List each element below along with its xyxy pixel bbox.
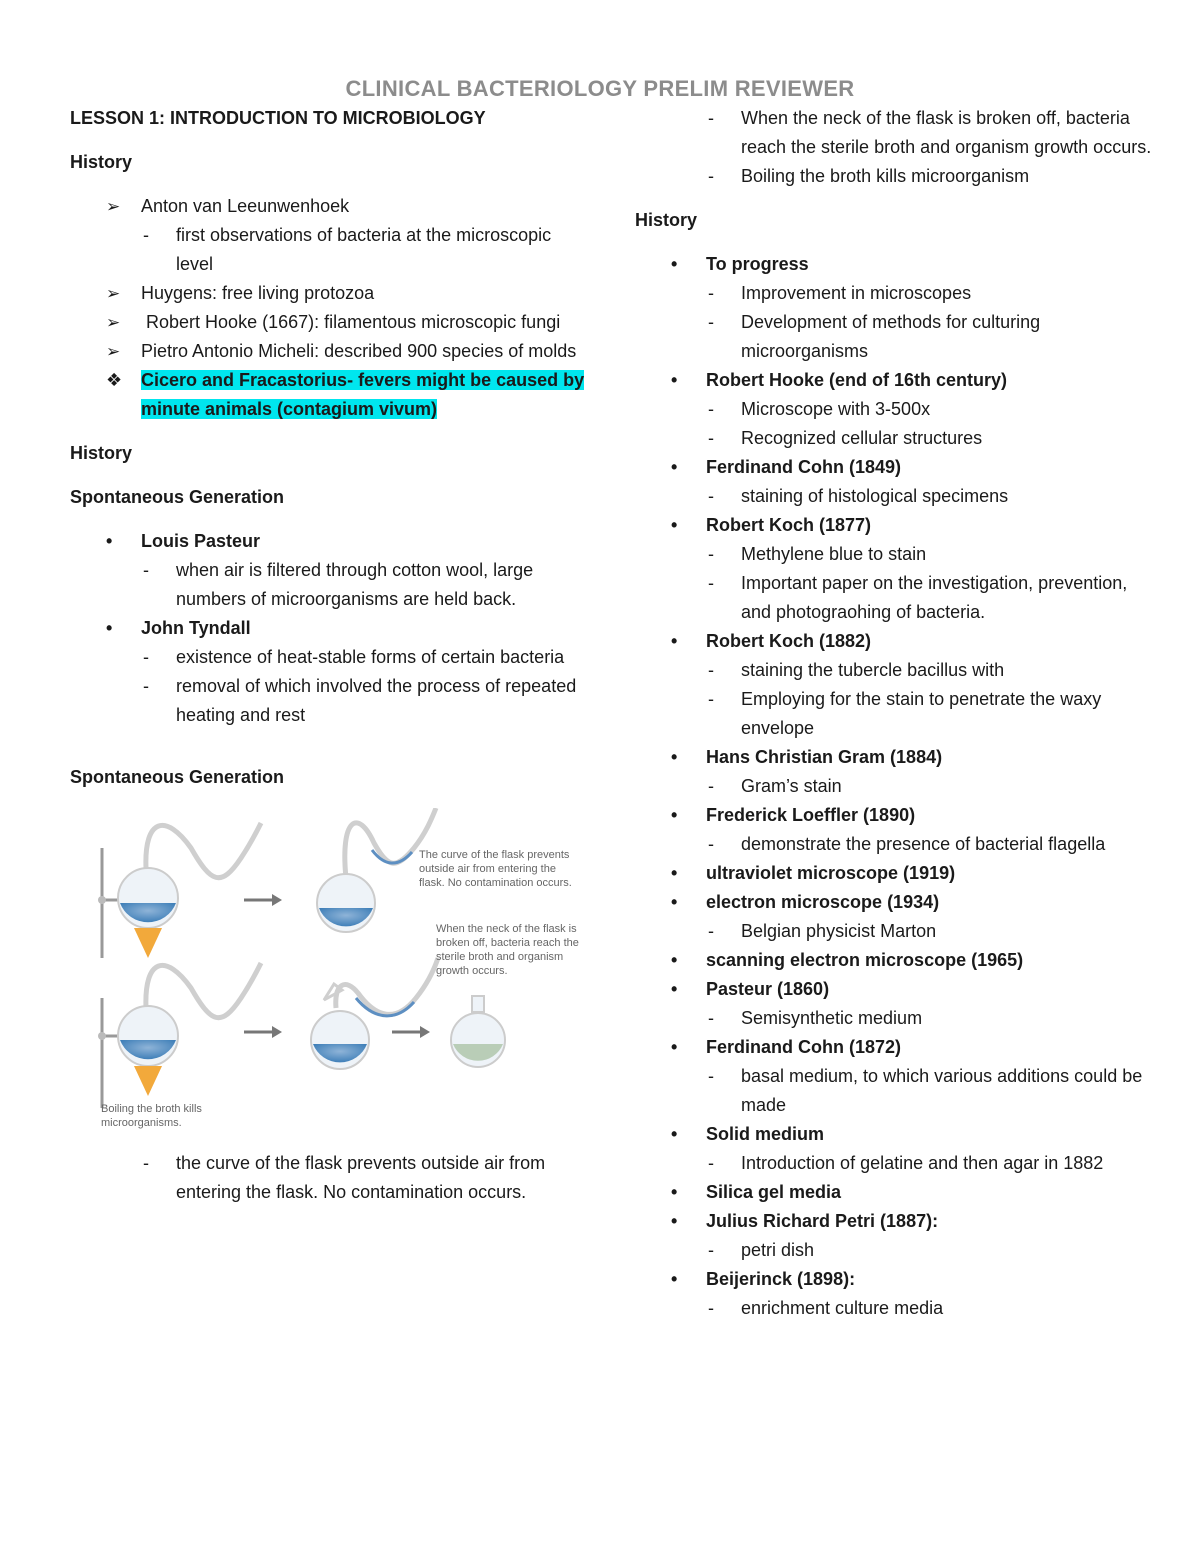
arrow-item xyxy=(70,192,590,221)
bullet-dot-icon: • xyxy=(671,1211,678,1231)
bullet-dot-icon: • xyxy=(106,618,113,638)
sub-item-text: demonstrate the presence of bacterial flagella xyxy=(741,834,1106,854)
bullet-dot-icon: • xyxy=(671,370,678,390)
bullet-item-text: Robert Koch (1882) xyxy=(706,631,872,651)
dash-bullet: - xyxy=(143,1153,149,1173)
sub-item-text: Microscope with 3-500x xyxy=(741,399,931,419)
sub-item xyxy=(635,279,1155,308)
figure-caption: When the neck of the flask is broken off, bacteria reach the sterile broth and organism growth occurs. xyxy=(436,923,579,977)
sub-item-text: Semisynthetic medium xyxy=(741,1008,923,1028)
sub-item-text: staining the tubercle bacillus with xyxy=(741,660,1005,680)
bullet-item xyxy=(635,859,1155,888)
history-heading: History xyxy=(635,210,698,230)
sub-item-text: Recognized cellular structures xyxy=(741,428,983,448)
bullet-dot-icon: • xyxy=(671,1182,678,1202)
sub-item-text: Methylene blue to stain xyxy=(741,544,927,564)
dash-bullet: - xyxy=(708,544,714,564)
sub-item xyxy=(635,772,1155,801)
dash-bullet: - xyxy=(708,1066,714,1086)
bullet-item xyxy=(635,1265,1155,1294)
sub-item-text: Development of methods for culturing microorganisms xyxy=(741,312,1041,361)
bullet-dot-icon: • xyxy=(671,631,678,651)
dash-bullet: - xyxy=(143,676,149,696)
sub-item xyxy=(635,917,1155,946)
dash-bullet: - xyxy=(708,834,714,854)
sub-item xyxy=(635,482,1155,511)
figure-caption: Boiling the broth kills microorganisms. xyxy=(101,1103,202,1129)
arrow-right-icon xyxy=(244,894,282,906)
bullet-item xyxy=(635,511,1155,540)
dash-bullet: - xyxy=(708,921,714,941)
bullet-item xyxy=(635,888,1155,917)
dash-bullet: - xyxy=(708,660,714,680)
bullet-item-text: Hans Christian Gram (1884) xyxy=(706,747,943,767)
bullet-dot-icon: • xyxy=(671,950,678,970)
diamond-bullet-icon: ❖ xyxy=(106,370,123,390)
figure-caption: The curve of the flask prevents outside air from entering the flask. No contamination occurs. xyxy=(419,849,572,889)
bullet-dot-icon: • xyxy=(671,515,678,535)
dash-bullet: - xyxy=(708,1298,714,1318)
sub-item xyxy=(70,672,590,730)
bullet-item xyxy=(70,614,590,643)
arrow-item-text: Anton van Leeunwenhoek xyxy=(141,196,350,216)
sub-item-text: first observations of bacteria at the microscopic level xyxy=(176,225,552,274)
sub-item xyxy=(635,830,1155,859)
sub-item xyxy=(635,1236,1155,1265)
bullet-item-text: Robert Hooke (end of 16th century) xyxy=(706,370,1008,390)
dash-bullet: - xyxy=(708,312,714,332)
swan-neck-flask-figure xyxy=(96,808,586,1143)
bullet-item-text: Ferdinand Cohn (1872) xyxy=(706,1037,902,1057)
bullet-item-text: Julius Richard Petri (1887): xyxy=(706,1211,939,1231)
dash-bullet: - xyxy=(708,108,714,128)
history-heading: History xyxy=(70,443,133,463)
bullet-item xyxy=(635,1207,1155,1236)
bullet-item-text: Pasteur (1860) xyxy=(706,979,830,999)
dash-bullet: - xyxy=(708,166,714,186)
sub-item-text: removal of which involved the process of repeated heating and rest xyxy=(176,676,577,725)
dash-bullet: - xyxy=(143,225,149,245)
bullet-item xyxy=(70,527,590,556)
sub-item xyxy=(635,395,1155,424)
sub-item xyxy=(635,424,1155,453)
sub-item xyxy=(635,656,1155,685)
sub-item-text: existence of heat-stable forms of certain bacteria xyxy=(176,647,565,667)
bullet-dot-icon: • xyxy=(671,892,678,912)
bullet-dot-icon: • xyxy=(671,1269,678,1289)
bullet-item xyxy=(635,743,1155,772)
bullet-item-text: electron microscope (1934) xyxy=(706,892,940,912)
bullet-item-text: Louis Pasteur xyxy=(141,531,261,551)
sub-item-text: when air is filtered through cotton wool, large numbers of microorganisms are held back. xyxy=(176,560,534,609)
bullet-dot-icon: • xyxy=(106,531,113,551)
history-timeline-list xyxy=(635,250,1155,1323)
highlighted-item xyxy=(70,366,590,424)
spontaneous-generation-heading: Spontaneous Generation xyxy=(70,487,285,507)
arrow-item xyxy=(70,308,590,337)
dash-bullet: - xyxy=(708,428,714,448)
arrow-item-text: Huygens: free living protozoa xyxy=(141,283,375,303)
bullet-item-text: To progress xyxy=(706,254,809,274)
bullet-item xyxy=(635,946,1155,975)
bullet-item xyxy=(635,627,1155,656)
bullet-item xyxy=(635,1033,1155,1062)
sub-item-text: enrichment culture media xyxy=(741,1298,944,1318)
sub-item xyxy=(70,221,590,279)
sub-item-text: Boiling the broth kills microorganism xyxy=(741,166,1030,186)
arrow-right-icon xyxy=(244,1026,282,1038)
sub-item xyxy=(70,556,590,614)
sub-item xyxy=(635,540,1155,569)
bullet-dot-icon: • xyxy=(671,254,678,274)
highlighted-text: Cicero and Fracastorius- fevers might be caused by minute animals (contagium vivum) xyxy=(141,370,585,419)
bullet-item-text: Robert Koch (1877) xyxy=(706,515,872,535)
dash-bullet: - xyxy=(143,560,149,580)
bullet-item xyxy=(635,250,1155,279)
sub-item-text: When the neck of the flask is broken off, bacteria reach the sterile broth and organism growth occurs. xyxy=(741,108,1152,157)
sub-item-text: basal medium, to which various additions could be made xyxy=(741,1066,1143,1115)
dash-bullet: - xyxy=(708,283,714,303)
sub-item xyxy=(635,685,1155,743)
dash-bullet: - xyxy=(708,689,714,709)
dash-bullet: - xyxy=(708,776,714,796)
bullet-dot-icon: • xyxy=(671,457,678,477)
right-column xyxy=(635,104,1155,1323)
bullet-item-text: ultraviolet microscope (1919) xyxy=(706,863,956,883)
broken-neck-flask xyxy=(311,958,438,1069)
sub-item xyxy=(70,643,590,672)
sub-item xyxy=(635,1294,1155,1323)
heated-flask-1 xyxy=(98,823,261,958)
arrow-item-text: Robert Hooke (1667): filamentous microscopic fungi xyxy=(141,312,561,332)
bullet-item-text: Beijerinck (1898): xyxy=(706,1269,856,1289)
sub-item-text: Belgian physicist Marton xyxy=(741,921,937,941)
bullet-item-text: Ferdinand Cohn (1849) xyxy=(706,457,902,477)
bullet-item-text: Silica gel media xyxy=(706,1182,842,1202)
dash-bullet: - xyxy=(708,1153,714,1173)
bullet-dot-icon: • xyxy=(671,747,678,767)
history-heading: History xyxy=(70,152,133,172)
arrowhead-bullet-icon: ➢ xyxy=(106,284,121,303)
bullet-dot-icon: • xyxy=(671,1124,678,1144)
sub-item xyxy=(635,162,1155,191)
arrow-right-icon xyxy=(392,1026,430,1038)
bullet-dot-icon: • xyxy=(671,1037,678,1057)
sub-item-text: petri dish xyxy=(741,1240,815,1260)
sub-item xyxy=(635,1149,1155,1178)
document-title: CLINICAL BACTERIOLOGY PRELIM REVIEWER xyxy=(345,76,855,101)
dash-bullet: - xyxy=(143,647,149,667)
spontaneous-generation-heading: Spontaneous Generation xyxy=(70,767,285,787)
heated-flask-2 xyxy=(98,963,261,1108)
sub-item-text: Important paper on the investigation, prevention, and photograohing of bacteria. xyxy=(741,573,1128,622)
bullet-item xyxy=(635,366,1155,395)
arrow-item xyxy=(70,279,590,308)
sub-item xyxy=(635,1004,1155,1033)
bullet-item xyxy=(635,801,1155,830)
bullet-item xyxy=(635,1178,1155,1207)
dash-bullet: - xyxy=(708,1240,714,1260)
arrow-item xyxy=(70,337,590,366)
bullet-dot-icon: • xyxy=(671,805,678,825)
sub-item xyxy=(635,1062,1155,1120)
sub-item xyxy=(70,1149,590,1207)
bullet-item-text: Frederick Loeffler (1890) xyxy=(706,805,916,825)
left-column xyxy=(70,104,590,1207)
arrowhead-bullet-icon: ➢ xyxy=(106,197,121,216)
bullet-item-text: John Tyndall xyxy=(141,618,251,638)
bullet-item xyxy=(635,975,1155,1004)
contaminated-flask xyxy=(451,996,505,1067)
sub-item-text: staining of histological specimens xyxy=(741,486,1009,506)
sub-item-text: Employing for the stain to penetrate the waxy envelope xyxy=(741,689,1102,738)
arrowhead-bullet-icon: ➢ xyxy=(106,342,121,361)
sub-item-text: Gram’s stain xyxy=(741,776,842,796)
sub-item xyxy=(635,308,1155,366)
arrow-item-text: Pietro Antonio Micheli: described 900 species of molds xyxy=(141,341,577,361)
sub-item xyxy=(635,569,1155,627)
sub-item-text: Improvement in microscopes xyxy=(741,283,972,303)
bullet-dot-icon: • xyxy=(671,979,678,999)
bullet-item xyxy=(635,1120,1155,1149)
bullet-item-text: Solid medium xyxy=(706,1124,825,1144)
bullet-item xyxy=(635,453,1155,482)
dash-bullet: - xyxy=(708,573,714,593)
bullet-item-text: scanning electron microscope (1965) xyxy=(706,950,1024,970)
dash-bullet: - xyxy=(708,399,714,419)
lesson-heading: LESSON 1: INTRODUCTION TO MICROBIOLOGY xyxy=(70,108,486,128)
dash-bullet: - xyxy=(708,1008,714,1028)
dash-bullet: - xyxy=(708,486,714,506)
sub-item-text: the curve of the flask prevents outside air from entering the flask. No contamination occurs. xyxy=(176,1153,546,1202)
sub-item-text: Introduction of gelatine and then agar in 1882 xyxy=(741,1153,1104,1173)
sub-item xyxy=(635,104,1155,162)
bullet-dot-icon: • xyxy=(671,863,678,883)
arrowhead-bullet-icon: ➢ xyxy=(106,313,121,332)
